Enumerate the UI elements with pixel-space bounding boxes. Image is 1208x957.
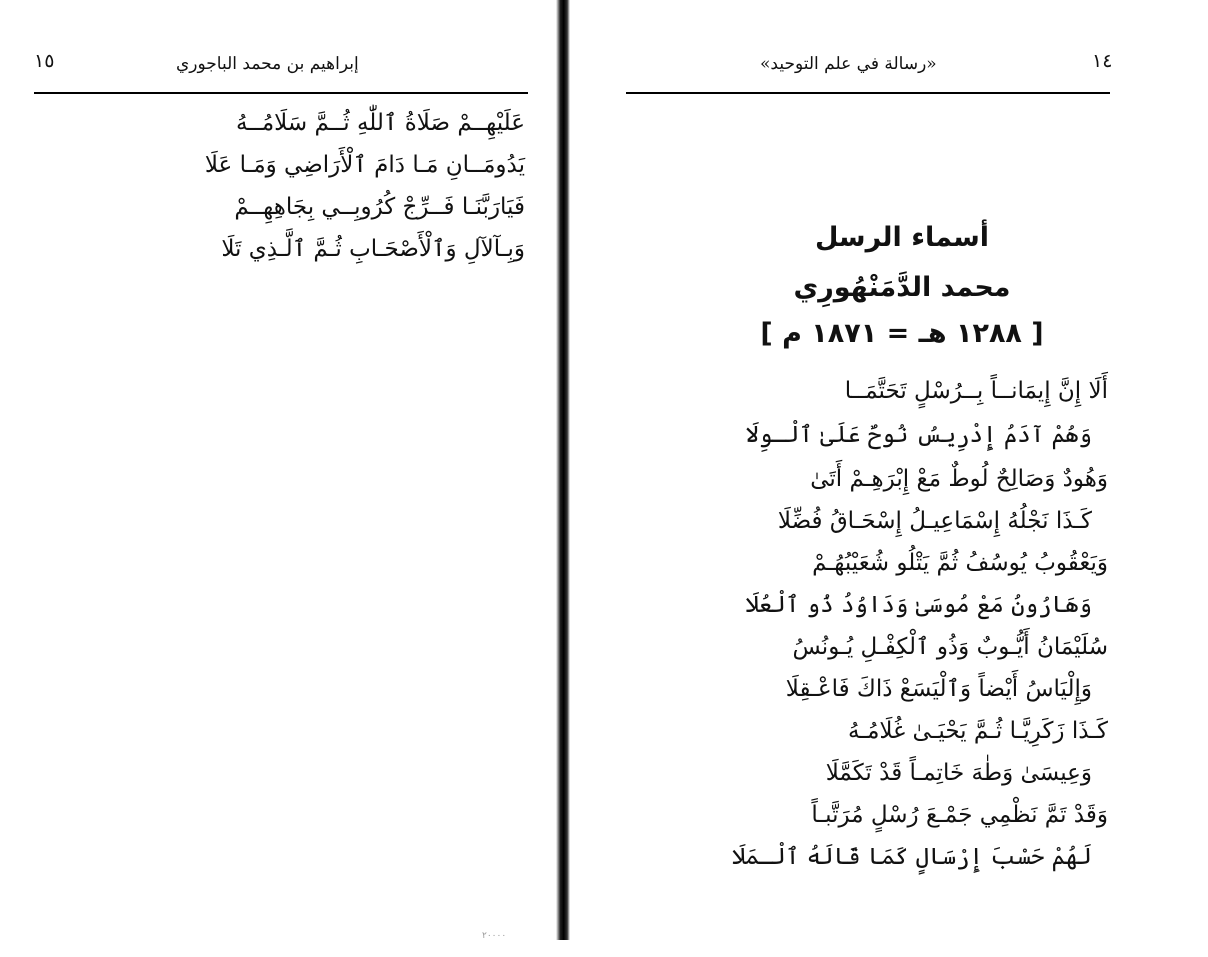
right-verse-3: وَهُودٌ وَصَالِحٌ لُوطٌ مَعْ إِبْرَهِـمْ أَتَىٰ — [810, 466, 1108, 492]
right-header-rule — [626, 92, 1110, 94]
left-verse-2: يَدُومَــانِ مَـا دَامَ ٱلْأَرَاضِي وَمَـا عَلَا — [204, 152, 525, 178]
right-verse-4: كَـذَا نَجْلُهُ إِسْمَاعِيـلُ إِسْحَـاقُ فُضِّلَا — [777, 508, 1092, 534]
left-running-title: إبراهيم بن محمد الباجوري — [176, 54, 359, 74]
right-verse-5: وَيَعْقُوبُ يُوسُفُ ثُمَّ يَتْلُو شُعَيْبُهُـمْ — [812, 550, 1108, 576]
author-dates: [ ١٢٨٨ هـ = ١٨٧١ م ] — [760, 318, 1044, 349]
left-verse-3: فَيَارَبَّنَـا فَــرِّجْ كُرُوبِــي بِجَاهِهِــمْ — [234, 194, 525, 220]
left-verse-4: وَبِـآلآلِ وَٱلْأَصْحَـابِ ثُـمَّ ٱلَّـذِي تَلَا — [221, 236, 525, 262]
left-page — [0, 0, 555, 957]
left-verse-1: عَلَيْهِــمْ صَلَاةُ ٱللّٰهِ ثُــمَّ سَلَامُــهُ — [236, 110, 525, 136]
right-page — [572, 0, 1208, 957]
right-verse-2: وَهُمْ آدَمُ إِدْرِيسُ نُوحٌ عَلَىٰ ٱلْـوِلَا — [745, 422, 1092, 448]
author-name: محمد الدَّمَنْهُورِي — [793, 272, 1011, 303]
left-page-number: ١٥ — [34, 50, 55, 72]
right-verse-1: أَلَا إِنَّ إِيمَانــاً بِــرُسْلٍ تَحَتَّمَــا — [844, 378, 1108, 404]
right-running-title: «رسالة في علم التوحيد» — [760, 54, 937, 74]
right-verse-11: وَقَدْ تَمَّ نَظْمِي جَمْـعَ رُسْلٍ مُرَتَّبـاً — [811, 802, 1108, 828]
right-verse-9: كَـذَا زَكَرِيَّـا ثُـمَّ يَحْيَـىٰ غُلَامُـهُ — [848, 718, 1108, 744]
gutter-mark: ٢٠٠٠٠ — [482, 931, 507, 941]
right-verse-10: وَعِيسَىٰ وَطٰهَ خَاتِمـاً قَدْ تَكَمَّلَا — [825, 760, 1092, 786]
right-page-number: ١٤ — [1092, 50, 1113, 72]
book-spine-shadow — [556, 0, 570, 940]
right-verse-8: وَإِلْيَاسُ أَيْضاً وَٱلْيَسَعْ ذَاكَ فَاعْـقِلَا — [785, 676, 1092, 702]
right-verse-7: سُلَيْمَانُ أَيُّـوبٌ وَذُو ٱلْكِفْـلِ يُـونُسُ — [792, 634, 1108, 660]
right-verse-12: لَهُمْ حَسْبَ إِرْسَالٍ كَمَا قَالَهُ ٱلْـمَلَا — [732, 844, 1092, 870]
section-title: أسماء الرسل — [814, 222, 990, 253]
left-header-rule — [34, 92, 528, 94]
right-verse-6: وَهَارُونُ مَعْ مُوسَىٰ وَدَاوُدُ ذُو ٱلْعُلَا — [745, 592, 1092, 618]
